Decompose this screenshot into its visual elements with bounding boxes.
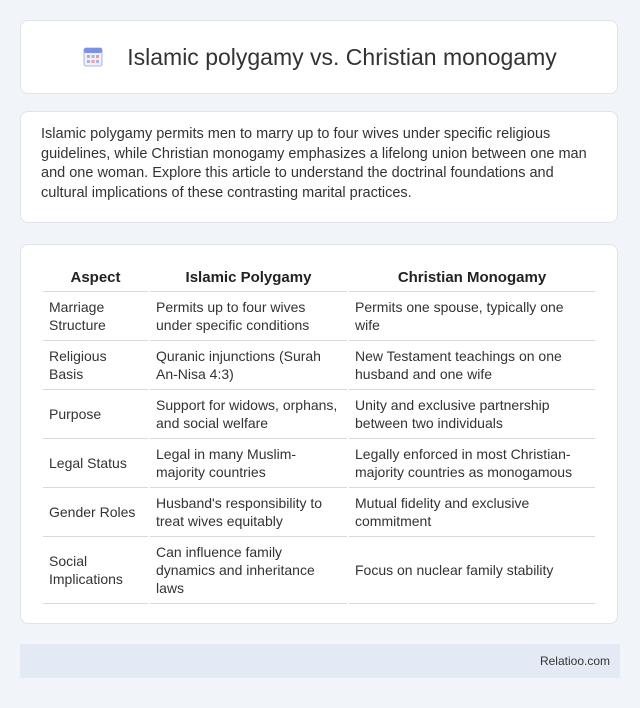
title-card	[20, 20, 618, 94]
table-cell: Husband's responsibility to treat wives equitably	[150, 488, 347, 537]
table-cell: Gender Roles	[43, 488, 148, 537]
column-header: Aspect	[43, 265, 148, 292]
table-cell: Permits up to four wives under specific conditions	[150, 292, 347, 341]
table-cell: Can influence family dynamics and inheritance laws	[150, 537, 347, 604]
footer	[20, 644, 620, 678]
table-cell: Legal in many Muslim-majority countries	[150, 439, 347, 488]
table-cell: Focus on nuclear family stability	[349, 537, 595, 604]
table-cell: Quranic injunctions (Surah An-Nisa 4:3)	[150, 341, 347, 390]
column-header: Islamic Polygamy	[150, 265, 347, 292]
calendar-icon	[81, 45, 105, 69]
table-row	[43, 341, 595, 390]
table-cell: Mutual fidelity and exclusive commitment	[349, 488, 595, 537]
table-cell: Purpose	[43, 390, 148, 439]
table-cell: New Testament teachings on one husband and one wife	[349, 341, 595, 390]
table-cell: Permits one spouse, typically one wife	[349, 292, 595, 341]
comparison-table-card	[20, 244, 618, 624]
column-header: Christian Monogamy	[349, 265, 595, 292]
table-cell: Marriage Structure	[43, 292, 148, 341]
table-cell: Support for widows, orphans, and social welfare	[150, 390, 347, 439]
table-row	[43, 439, 595, 488]
table-row	[43, 390, 595, 439]
table-cell: Unity and exclusive partnership between two individuals	[349, 390, 595, 439]
comparison-table	[41, 265, 597, 604]
intro-card	[20, 111, 618, 223]
table-cell: Social Implications	[43, 537, 148, 604]
table-cell: Religious Basis	[43, 341, 148, 390]
table-cell: Legal Status	[43, 439, 148, 488]
footer-brand: Relatioo.com	[539, 654, 610, 668]
page-title	[81, 44, 556, 71]
table-header-row	[43, 265, 595, 292]
table-row	[43, 488, 595, 537]
page-title-text: Islamic polygamy vs. Christian monogamy	[127, 43, 557, 70]
intro-text: Islamic polygamy permits men to marry up to four wives under specific religious guidelines, while Christian monogamy emphasizes a lifelong union between one man and one woman. Explore this article to understand the doctrinal foundations and cultural implications of these contrasting marital practices.	[41, 126, 587, 201]
table-row	[43, 292, 595, 341]
table-cell: Legally enforced in most Christian-majority countries as monogamous	[349, 439, 595, 488]
table-row	[43, 537, 595, 604]
